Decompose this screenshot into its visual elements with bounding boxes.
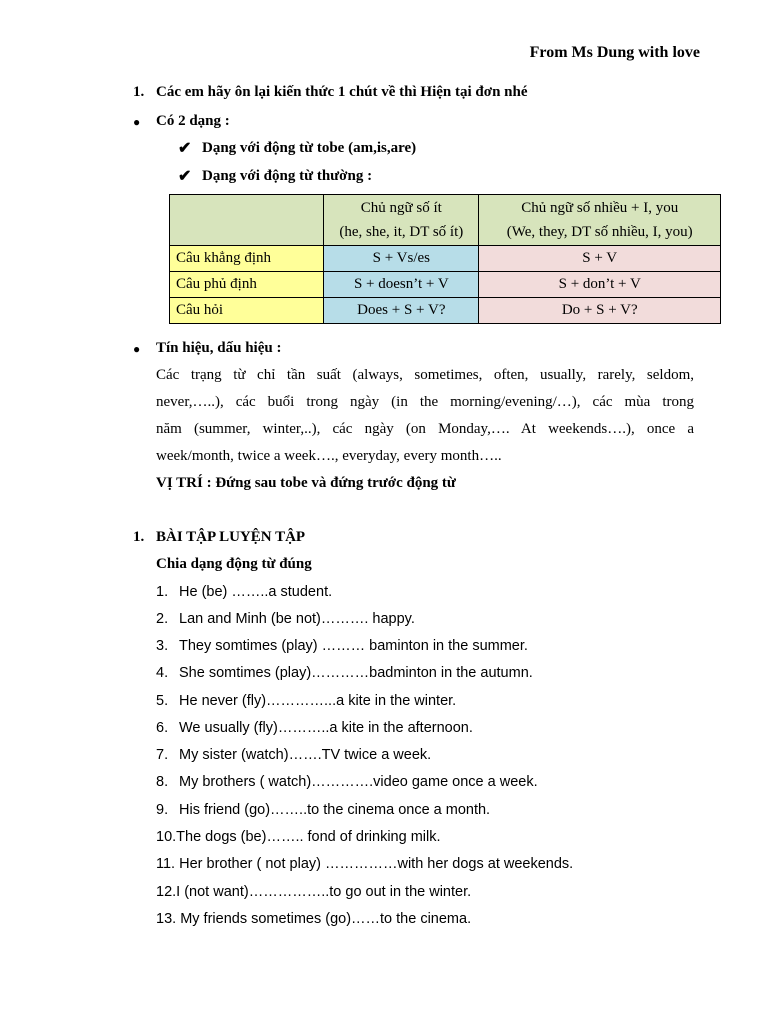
item-number: 5. xyxy=(156,693,169,709)
item-text: I (not want)……………..to go out in the winter. xyxy=(176,884,472,900)
exercise-instruction: Chia dạng động từ đúng xyxy=(156,556,312,572)
item-text: They somtimes (play) ……… baminton in the summer. xyxy=(179,638,528,654)
section1-number: 1. xyxy=(133,84,145,100)
list-item xyxy=(156,856,573,872)
list-item xyxy=(156,911,471,927)
list-item xyxy=(156,884,471,900)
checkmark-icon: ✔ xyxy=(178,140,192,157)
list-item xyxy=(156,693,456,709)
item-number: 7. xyxy=(156,747,169,763)
table-row xyxy=(170,246,721,272)
checkmark-icon: ✔ xyxy=(178,168,192,185)
section2-heading xyxy=(133,529,305,546)
item-number: 8. xyxy=(156,774,169,790)
item-number: 9. xyxy=(156,802,169,818)
item-number: 4. xyxy=(156,665,169,681)
section1-title: Các em hãy ôn lại kiến thức 1 chút về thì Hiện tại đơn nhé xyxy=(156,84,528,100)
item-number: 6. xyxy=(156,720,169,736)
singular-cell: S + Vs/es xyxy=(324,246,479,272)
list-item xyxy=(156,665,533,681)
item-text: My brothers ( watch)………….video game once a week. xyxy=(179,774,538,790)
item-number: 11. xyxy=(156,856,176,872)
bullet-icon: ● xyxy=(133,342,141,356)
section1-heading xyxy=(133,84,528,101)
singular-header-line1: Chủ ngữ số ít xyxy=(360,200,442,216)
list-item xyxy=(156,638,528,654)
plural-cell: Do + S + V? xyxy=(479,298,721,324)
row-label: Câu phủ định xyxy=(170,272,324,298)
signals-line: week/month, twice a week…., everyday, every month….. xyxy=(156,448,502,464)
row-label: Câu hỏi xyxy=(170,298,324,324)
list-item xyxy=(156,720,473,736)
list-item xyxy=(156,802,490,818)
list-item xyxy=(156,829,441,845)
plural-cell: S + don’t + V xyxy=(479,272,721,298)
singular-cell: S + doesn’t + V xyxy=(324,272,479,298)
form-ordinary-verb: Dạng với động từ thường : xyxy=(202,168,373,184)
item-number: 1. xyxy=(156,584,169,600)
item-text: Her brother ( not play) ……………with her dogs at weekends. xyxy=(175,856,574,872)
form-tobe: Dạng với động từ tobe (am,is,are) xyxy=(202,140,417,156)
grammar-table xyxy=(169,194,721,324)
signals-line: năm (summer, winter,..), các ngày (on Monday,…. At weekends….), once a xyxy=(156,421,694,437)
table-header-plural xyxy=(479,195,721,246)
list-item xyxy=(156,747,431,763)
item-number: 12. xyxy=(156,884,177,900)
item-text: She somtimes (play)…………badminton in the autumn. xyxy=(179,665,533,681)
signals-label: Tín hiệu, dấu hiệu : xyxy=(156,340,282,356)
singular-cell: Does + S + V? xyxy=(324,298,479,324)
singular-header-line2: (he, she, it, DT số ít) xyxy=(339,224,464,240)
forms-label: Có 2 dạng : xyxy=(156,113,230,129)
plural-cell: S + V xyxy=(479,246,721,272)
page-header: From Ms Dung with love xyxy=(529,44,700,61)
list-item xyxy=(156,611,415,627)
section2-number: 1. xyxy=(133,529,145,545)
item-text: My sister (watch)…….TV twice a week. xyxy=(179,747,432,763)
item-text: We usually (fly)………..a kite in the afternoon. xyxy=(179,720,473,736)
bullet-icon: ● xyxy=(133,115,141,129)
table-header-singular xyxy=(324,195,479,246)
item-number: 13. xyxy=(156,911,177,927)
item-text: He (be) ……..a student. xyxy=(179,584,333,600)
list-item xyxy=(156,774,538,790)
item-number: 2. xyxy=(156,611,169,627)
plural-header-line1: Chủ ngữ số nhiều + I, you xyxy=(521,200,679,216)
item-number: 10. xyxy=(156,829,177,845)
item-text: His friend (go)……..to the cinema once a month. xyxy=(179,802,491,818)
table-row xyxy=(170,272,721,298)
item-text: My friends sometimes (go)……to the cinema. xyxy=(176,911,472,927)
table-corner-cell xyxy=(170,195,324,246)
signals-line: never,…..), các buổi trong ngày (in the morning/evening/…), các mùa trong xyxy=(156,394,694,410)
table-header-row xyxy=(170,195,721,246)
section2-title: BÀI TẬP LUYỆN TẬP xyxy=(156,529,306,545)
signals-line: Các trạng từ chỉ tần suất (always, sometimes, often, usually, rarely, seldom, xyxy=(156,367,694,383)
list-item xyxy=(156,584,332,600)
item-text: The dogs (be)…….. fond of drinking milk. xyxy=(176,829,441,845)
table-row xyxy=(170,298,721,324)
plural-header-line2: (We, they, DT số nhiều, I, you) xyxy=(506,224,693,240)
item-text: He never (fly)…………...a kite in the winter. xyxy=(179,693,457,709)
item-number: 3. xyxy=(156,638,169,654)
item-text: Lan and Minh (be not)………. happy. xyxy=(179,611,415,627)
position-rule: VỊ TRÍ : Đứng sau tobe và đứng trước động từ xyxy=(156,475,456,491)
row-label: Câu khẳng định xyxy=(170,246,324,272)
